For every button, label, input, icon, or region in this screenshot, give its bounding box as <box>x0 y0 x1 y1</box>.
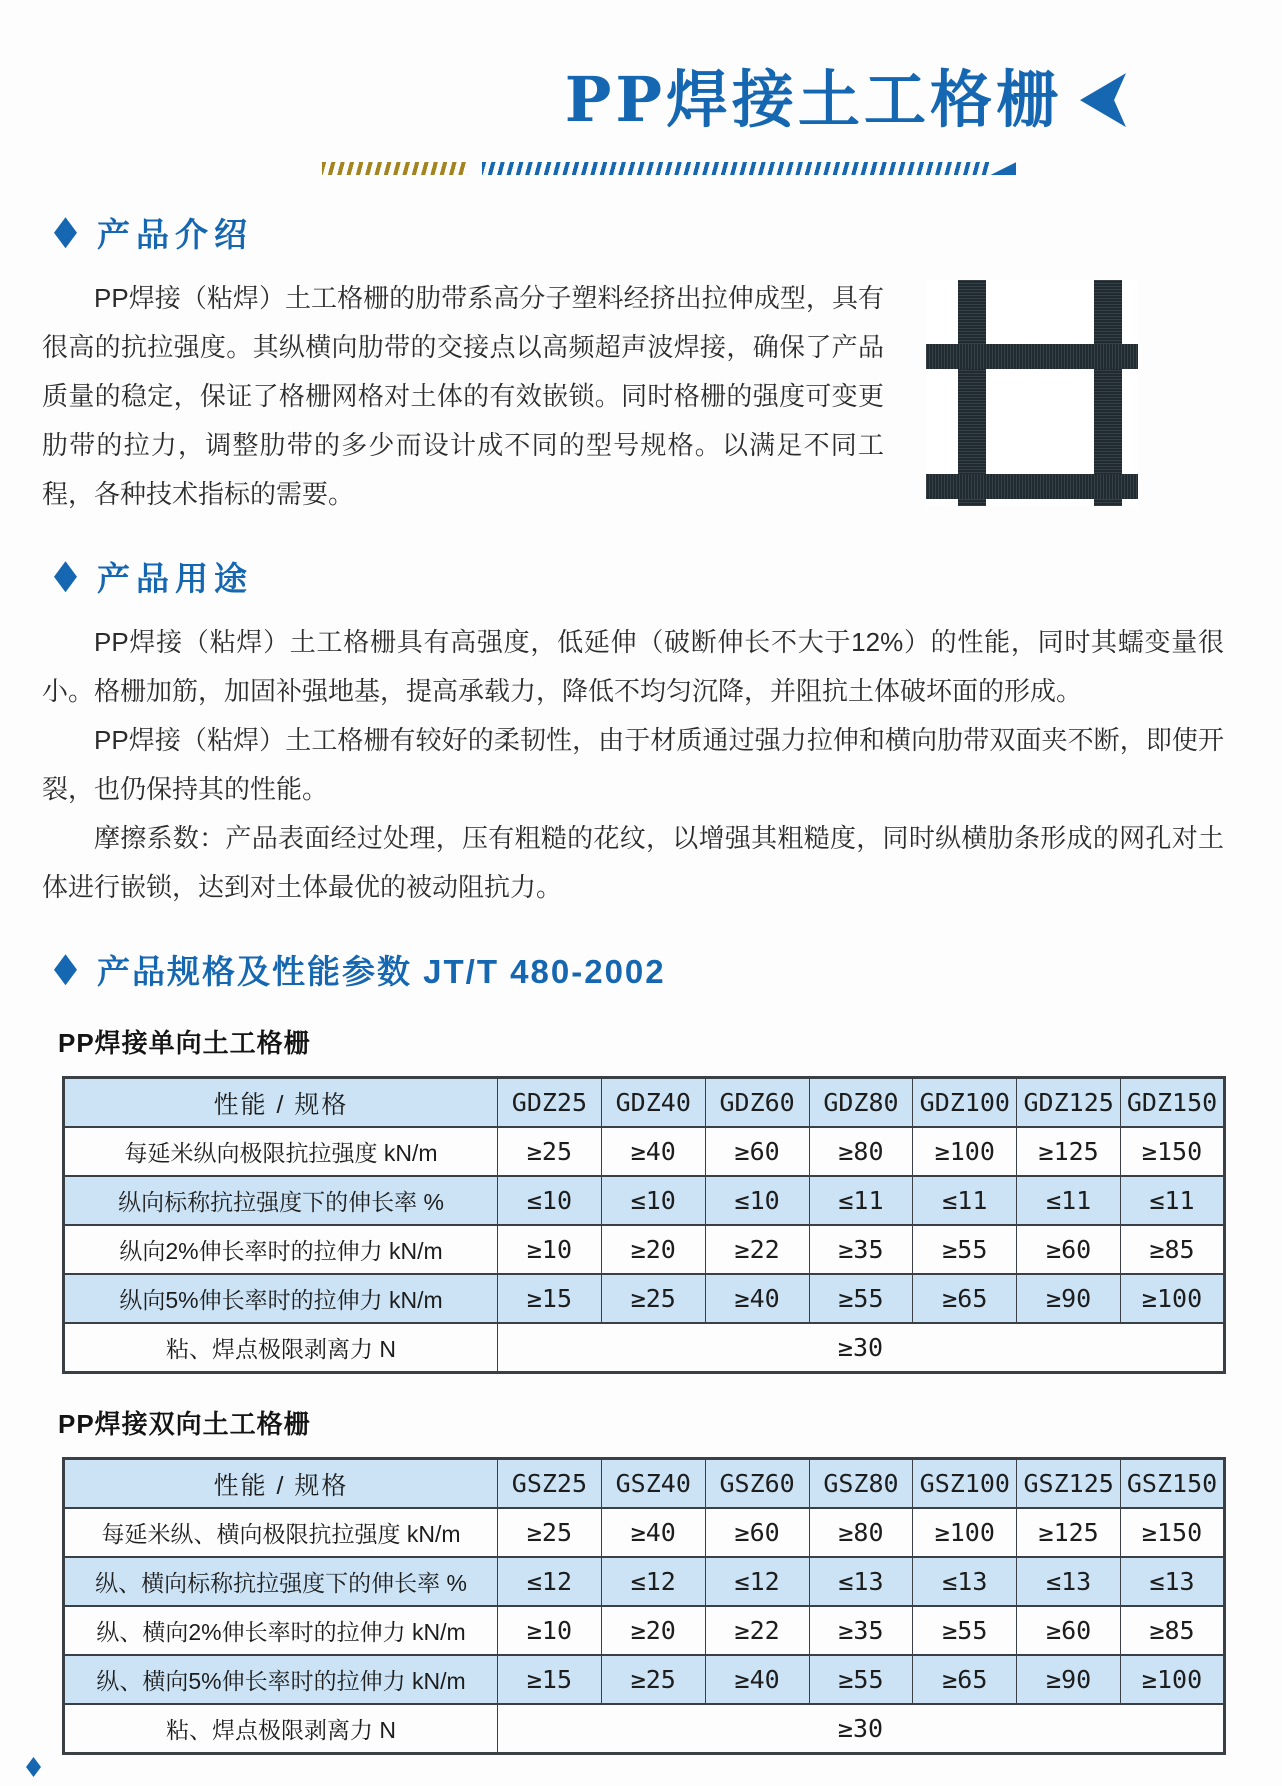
section-usage <box>42 553 1224 912</box>
spec-value-merged: ≥30 <box>498 1704 1225 1754</box>
spec-value: ≥55 <box>913 1606 1017 1655</box>
table-row <box>64 1176 1225 1225</box>
model-column-header: GDZ60 <box>705 1078 809 1128</box>
spec-value: ≤12 <box>498 1557 602 1606</box>
geogrid-vertical-rib <box>958 280 986 506</box>
row-label: 纵、横向标称抗拉强度下的伸长率 % <box>64 1557 498 1606</box>
table-row <box>64 1274 1225 1323</box>
spec-column-header: 性能 / 规格 <box>64 1459 498 1509</box>
spec-value: ≥15 <box>498 1274 602 1323</box>
table-row <box>64 1225 1225 1274</box>
table-row <box>64 1323 1225 1373</box>
spec-value: ≥10 <box>498 1606 602 1655</box>
spec-value: ≥25 <box>498 1508 602 1557</box>
spec-value: ≥55 <box>809 1274 913 1323</box>
section-specs-heading: 产品规格及性能参数 JT/T 480-2002 <box>97 953 666 991</box>
spec-value: ≤10 <box>705 1176 809 1225</box>
usage-paragraph: PP焊接（粘焊）土工格栅具有高强度，低延伸（破断伸长不大于12%）的性能，同时其蠕变量很小。格栅加筋，加固补强地基，提高承载力，降低不均匀沉降，并阻抗土体破坏面的形成。 <box>42 627 1224 707</box>
spec-value: ≥40 <box>705 1274 809 1323</box>
spec-value: ≥40 <box>601 1127 705 1176</box>
title-left-arrow-icon <box>1080 73 1126 127</box>
model-column-header: GSZ40 <box>601 1459 705 1509</box>
row-label: 纵向5%伸长率时的拉伸力 kN/m <box>64 1274 498 1323</box>
intro-paragraph: PP焊接（粘焊）土工格栅的肋带系高分子塑料经挤出拉伸成型，具有很高的抗拉强度。其纵横向肋带的交接点以高频超声波焊接，确保了产品质量的稳定，保证了格栅网格对土体的有效嵌锁。同时格栅的强度可变更肋带的拉力，调整肋带的多少而设计成不同的型号规格。以满足不同工程，各种技术指标的需要。 <box>42 283 884 510</box>
spec-value: ≥100 <box>913 1508 1017 1557</box>
spec-value: ≥20 <box>601 1225 705 1274</box>
geogrid-horizontal-rib <box>926 344 1138 369</box>
spec-value: ≤11 <box>809 1176 913 1225</box>
spec-value: ≥80 <box>809 1127 913 1176</box>
spec-value: ≥125 <box>1017 1127 1121 1176</box>
section-intro <box>42 209 1224 519</box>
spec-value: ≥25 <box>601 1274 705 1323</box>
spec-value: ≥85 <box>1121 1225 1225 1274</box>
table-row <box>64 1655 1225 1704</box>
section-usage-header <box>54 553 1224 600</box>
model-column-header: GSZ100 <box>913 1459 1017 1509</box>
spec-value: ≥80 <box>809 1508 913 1557</box>
page-header <box>0 0 1282 175</box>
section-intro-heading: 产品介绍 <box>97 216 253 254</box>
title-row <box>0 0 1282 134</box>
model-column-header: GDZ40 <box>601 1078 705 1128</box>
spec-value: ≥65 <box>913 1655 1017 1704</box>
spec-value: ≥60 <box>705 1127 809 1176</box>
model-column-header: GSZ60 <box>705 1459 809 1509</box>
row-label: 粘、焊点极限剥离力 N <box>64 1323 498 1373</box>
uniaxial-spec-table <box>62 1076 1226 1374</box>
spec-value: ≥90 <box>1017 1274 1121 1323</box>
geogrid-horizontal-rib <box>926 474 1138 499</box>
row-label: 纵、横向2%伸长率时的拉伸力 kN/m <box>64 1606 498 1655</box>
table-row <box>64 1127 1225 1176</box>
geogrid-vertical-rib <box>1094 280 1122 506</box>
spec-value: ≥150 <box>1121 1508 1225 1557</box>
spec-value: ≥60 <box>705 1508 809 1557</box>
model-column-header: GDZ100 <box>913 1078 1017 1128</box>
spec-value: ≥85 <box>1121 1606 1225 1655</box>
spec-value: ≥22 <box>705 1225 809 1274</box>
spec-value: ≤13 <box>1121 1557 1225 1606</box>
footer-diamond-icon <box>26 1757 41 1777</box>
diamond-bullet-icon <box>54 954 77 985</box>
model-column-header: GSZ25 <box>498 1459 602 1509</box>
spec-value: ≤11 <box>913 1176 1017 1225</box>
spec-value: ≤13 <box>1017 1557 1121 1606</box>
section-specs-header <box>54 946 1224 993</box>
diamond-bullet-icon <box>54 217 77 248</box>
spec-value: ≥40 <box>705 1655 809 1704</box>
model-column-header: GDZ80 <box>809 1078 913 1128</box>
section-usage-heading: 产品用途 <box>97 560 253 598</box>
page-title: PP焊接土工格栅 <box>564 63 1062 136</box>
usage-paragraph: PP焊接（粘焊）土工格栅有较好的柔韧性，由于材质通过强力拉伸和横向肋带双面夹不断，即使开裂，也仍保持其的性能。 <box>42 725 1224 805</box>
spec-value: ≥100 <box>1121 1655 1225 1704</box>
spec-value: ≥22 <box>705 1606 809 1655</box>
table-row <box>64 1508 1225 1557</box>
row-label: 每延米纵、横向极限抗拉强度 kN/m <box>64 1508 498 1557</box>
row-label: 纵向2%伸长率时的拉伸力 kN/m <box>64 1225 498 1274</box>
spec-value: ≤13 <box>913 1557 1017 1606</box>
spec-value: ≥150 <box>1121 1127 1225 1176</box>
spec-value: ≥20 <box>601 1606 705 1655</box>
spec-value: ≥55 <box>809 1655 913 1704</box>
stripe-end-triangle-icon <box>990 162 1016 175</box>
row-label: 纵向标称抗拉强度下的伸长率 % <box>64 1176 498 1225</box>
section-specs <box>42 946 1224 1755</box>
spec-value: ≥100 <box>1121 1274 1225 1323</box>
table-row <box>64 1606 1225 1655</box>
spec-value: ≥90 <box>1017 1655 1121 1704</box>
row-label: 纵、横向5%伸长率时的拉伸力 kN/m <box>64 1655 498 1704</box>
geogrid-product-image <box>926 280 1138 506</box>
stripe-gap <box>468 162 482 175</box>
spec-value: ≤12 <box>705 1557 809 1606</box>
spec-value: ≥100 <box>913 1127 1017 1176</box>
usage-paragraph: 摩擦系数：产品表面经过处理，压有粗糙的花纹，以增强其粗糙度，同时纵横肋条形成的网孔对土体进行嵌锁，达到对土体最优的被动阻抗力。 <box>42 823 1224 903</box>
model-column-header: GDZ150 <box>1121 1078 1225 1128</box>
row-label: 粘、焊点极限剥离力 N <box>64 1704 498 1754</box>
table-header-row <box>64 1078 1225 1128</box>
spec-value: ≤11 <box>1121 1176 1225 1225</box>
biaxial-table-caption: PP焊接双向土工格栅 <box>58 1409 311 1440</box>
table-row <box>64 1704 1225 1754</box>
decorative-stripe <box>322 162 1016 175</box>
spec-value: ≤10 <box>601 1176 705 1225</box>
spec-value: ≥55 <box>913 1225 1017 1274</box>
page-content <box>0 209 1282 1755</box>
intro-body <box>42 274 1224 519</box>
model-column-header: GDZ125 <box>1017 1078 1121 1128</box>
row-label: 每延米纵向极限抗拉强度 kN/m <box>64 1127 498 1176</box>
model-column-header: GSZ80 <box>809 1459 913 1509</box>
spec-value: ≥15 <box>498 1655 602 1704</box>
model-column-header: GSZ150 <box>1121 1459 1225 1509</box>
model-column-header: GDZ25 <box>498 1078 602 1128</box>
spec-value: ≤13 <box>809 1557 913 1606</box>
table-row <box>64 1557 1225 1606</box>
stripe-gold-segment <box>322 162 468 175</box>
diamond-bullet-icon <box>54 561 77 592</box>
section-intro-header <box>54 209 1224 256</box>
uniaxial-table-caption: PP焊接单向土工格栅 <box>58 1028 311 1059</box>
spec-value: ≥25 <box>601 1655 705 1704</box>
spec-value: ≥35 <box>809 1225 913 1274</box>
spec-value: ≤10 <box>498 1176 602 1225</box>
spec-value: ≥40 <box>601 1508 705 1557</box>
spec-value: ≥65 <box>913 1274 1017 1323</box>
spec-column-header: 性能 / 规格 <box>64 1078 498 1128</box>
spec-value: ≥10 <box>498 1225 602 1274</box>
spec-value-merged: ≥30 <box>498 1323 1225 1373</box>
spec-value: ≤12 <box>601 1557 705 1606</box>
spec-value: ≥25 <box>498 1127 602 1176</box>
model-column-header: GSZ125 <box>1017 1459 1121 1509</box>
spec-value: ≥60 <box>1017 1225 1121 1274</box>
spec-value: ≤11 <box>1017 1176 1121 1225</box>
table-header-row <box>64 1459 1225 1509</box>
stripe-blue-segment <box>482 162 990 175</box>
spec-value: ≥35 <box>809 1606 913 1655</box>
spec-value: ≥125 <box>1017 1508 1121 1557</box>
spec-value: ≥60 <box>1017 1606 1121 1655</box>
biaxial-spec-table <box>62 1457 1226 1755</box>
